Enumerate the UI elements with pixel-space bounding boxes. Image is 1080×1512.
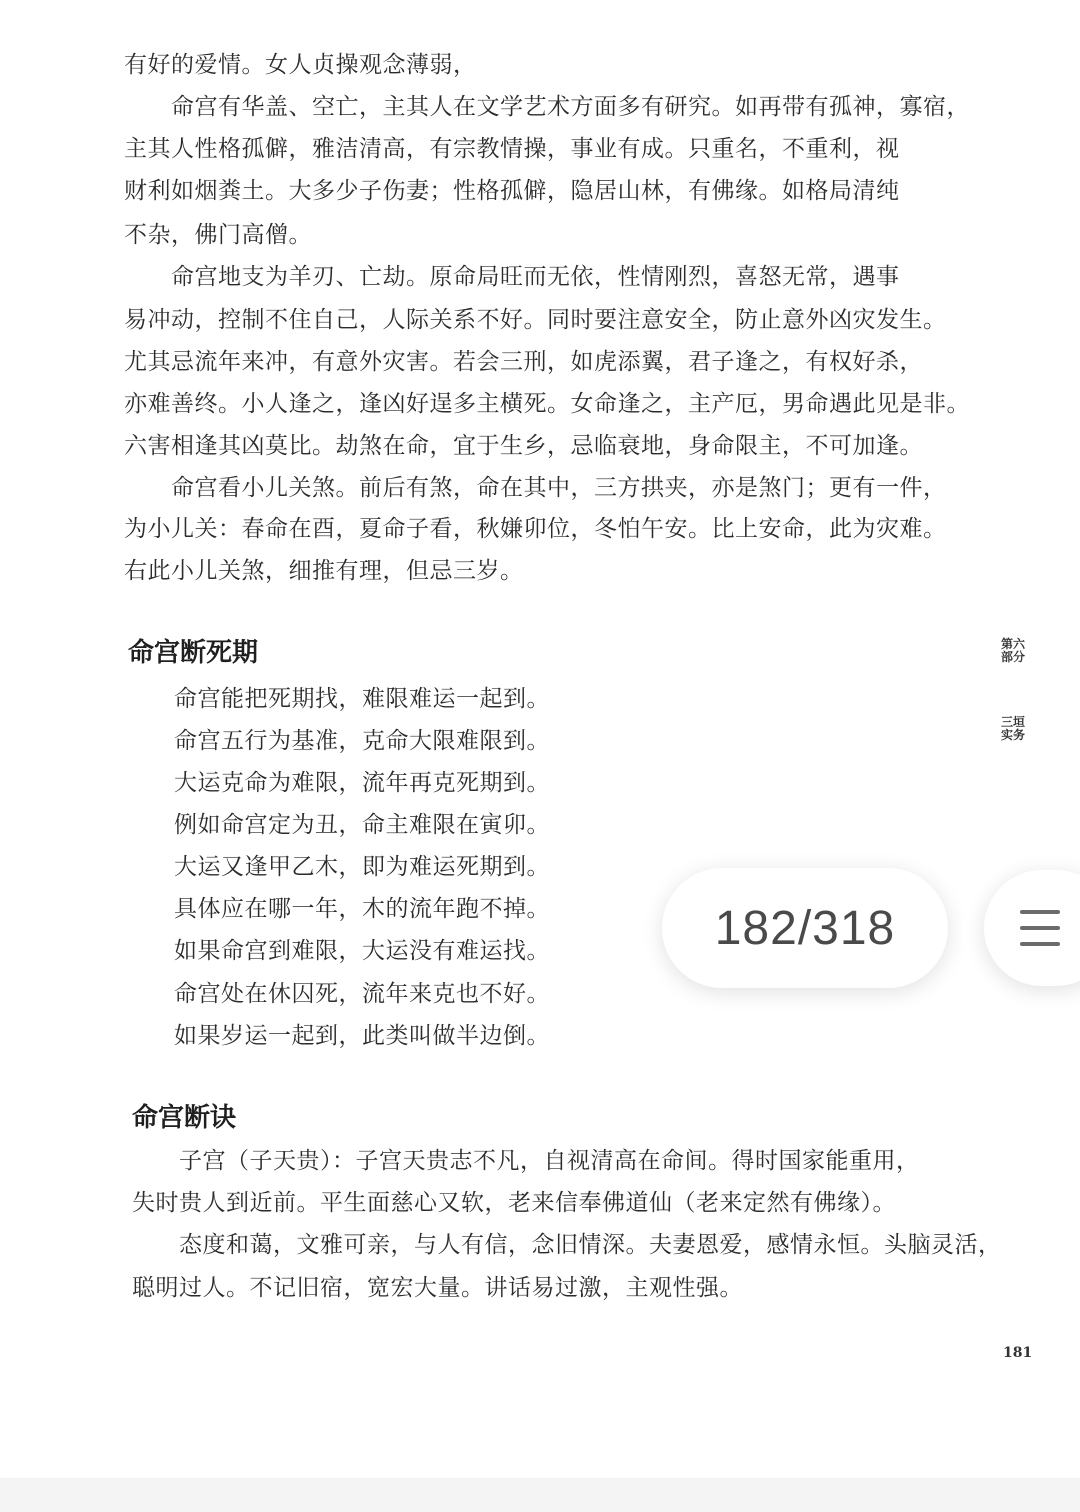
- sidebar-title-label: 三垣实务: [1000, 715, 1025, 742]
- verse-line: 命宫处在休囚死，流年来克也不好。: [174, 981, 550, 1007]
- page-number: 181: [1003, 1345, 1033, 1361]
- text-line: 不杂，佛门高僧。: [124, 222, 312, 248]
- verse-line: 命宫五行为基准，克命大限难限到。: [174, 728, 550, 754]
- verse-line: 如果命宫到难限，大运没有难运找。: [174, 938, 550, 964]
- page-counter-text: 182/318: [714, 901, 896, 955]
- text-line: 财利如烟粪土。大多少子伤妻；性格孤僻，隐居山林，有佛缘。如格局清纯: [124, 178, 900, 204]
- verse-line: 大运又逢甲乙木，即为难运死期到。: [174, 854, 550, 880]
- text-line: 亦难善终。小人逢之，逢凶好逞多主横死。女命逢之，主产厄，男命遇此见是非。: [124, 391, 970, 417]
- sidebar-part-label: 第六部分: [1000, 637, 1025, 664]
- verse-line: 例如命宫定为丑，命主难限在寅卯。: [174, 812, 550, 838]
- section-heading: 命宫断诀: [132, 1103, 237, 1133]
- verse-line: 大运克命为难限，流年再克死期到。: [174, 770, 550, 796]
- text-line: 命宫地支为羊刃、亡劫。原命局旺而无依，性情刚烈，喜怒无常，遇事: [124, 264, 900, 290]
- section-heading: 命宫断死期: [128, 638, 259, 668]
- text-line: 子宫（子天贵）：子宫天贵志不凡，自视清高在命间。得时国家能重用，: [132, 1148, 920, 1174]
- text-line: 主其人性格孤僻，雅洁清高，有宗教情操，事业有成。只重名，不重利，视: [124, 136, 900, 162]
- text-line: 易冲动，控制不住自己，人际关系不好。同时要注意安全，防止意外凶灾发生。: [124, 307, 947, 333]
- verse-line: 如果岁运一起到，此类叫做半边倒。: [174, 1023, 550, 1049]
- bottom-bar: [0, 1478, 1080, 1512]
- menu-button[interactable]: [984, 870, 1080, 986]
- verse-line: 命宫能把死期找，难限难运一起到。: [174, 686, 550, 712]
- text-line: 六害相逢其凶莫比。劫煞在命，宜于生乡，忌临衰地，身命限主，不可加逢。: [124, 433, 923, 459]
- text-line: 命宫有华盖、空亡，主其人在文学艺术方面多有研究。如再带有孤神，寡宿，: [124, 94, 970, 120]
- text-line: 命宫看小儿关煞。前后有煞，命在其中，三方拱夹，亦是煞门；更有一件，: [124, 475, 947, 501]
- text-line: 失时贵人到近前。平生面慈心又软，老来信奉佛道仙（老来定然有佛缘）。: [132, 1190, 896, 1216]
- text-line: 右此小儿关煞，细推有理，但忌三岁。: [124, 558, 524, 584]
- text-line: 聪明过人。不记旧宿，宽宏大量。讲话易过激，主观性强。: [132, 1275, 743, 1301]
- hamburger-menu-icon: [1020, 910, 1060, 946]
- text-line: 态度和蔼，文雅可亲，与人有信，念旧情深。夫妻恩爱，感情永恒。头脑灵活，: [132, 1232, 1002, 1258]
- verse-line: 具体应在哪一年，木的流年跑不掉。: [174, 896, 550, 922]
- page-counter[interactable]: [662, 868, 948, 988]
- text-line: 有好的爱情。女人贞操观念薄弱，: [124, 52, 477, 78]
- text-line: 为小儿关：春命在酉，夏命子看，秋嫌卯位，冬怕午安。比上安命，此为灾难。: [124, 516, 947, 542]
- text-line: 尤其忌流年来冲，有意外灾害。若会三刑，如虎添翼，君子逢之，有权好杀，: [124, 349, 923, 375]
